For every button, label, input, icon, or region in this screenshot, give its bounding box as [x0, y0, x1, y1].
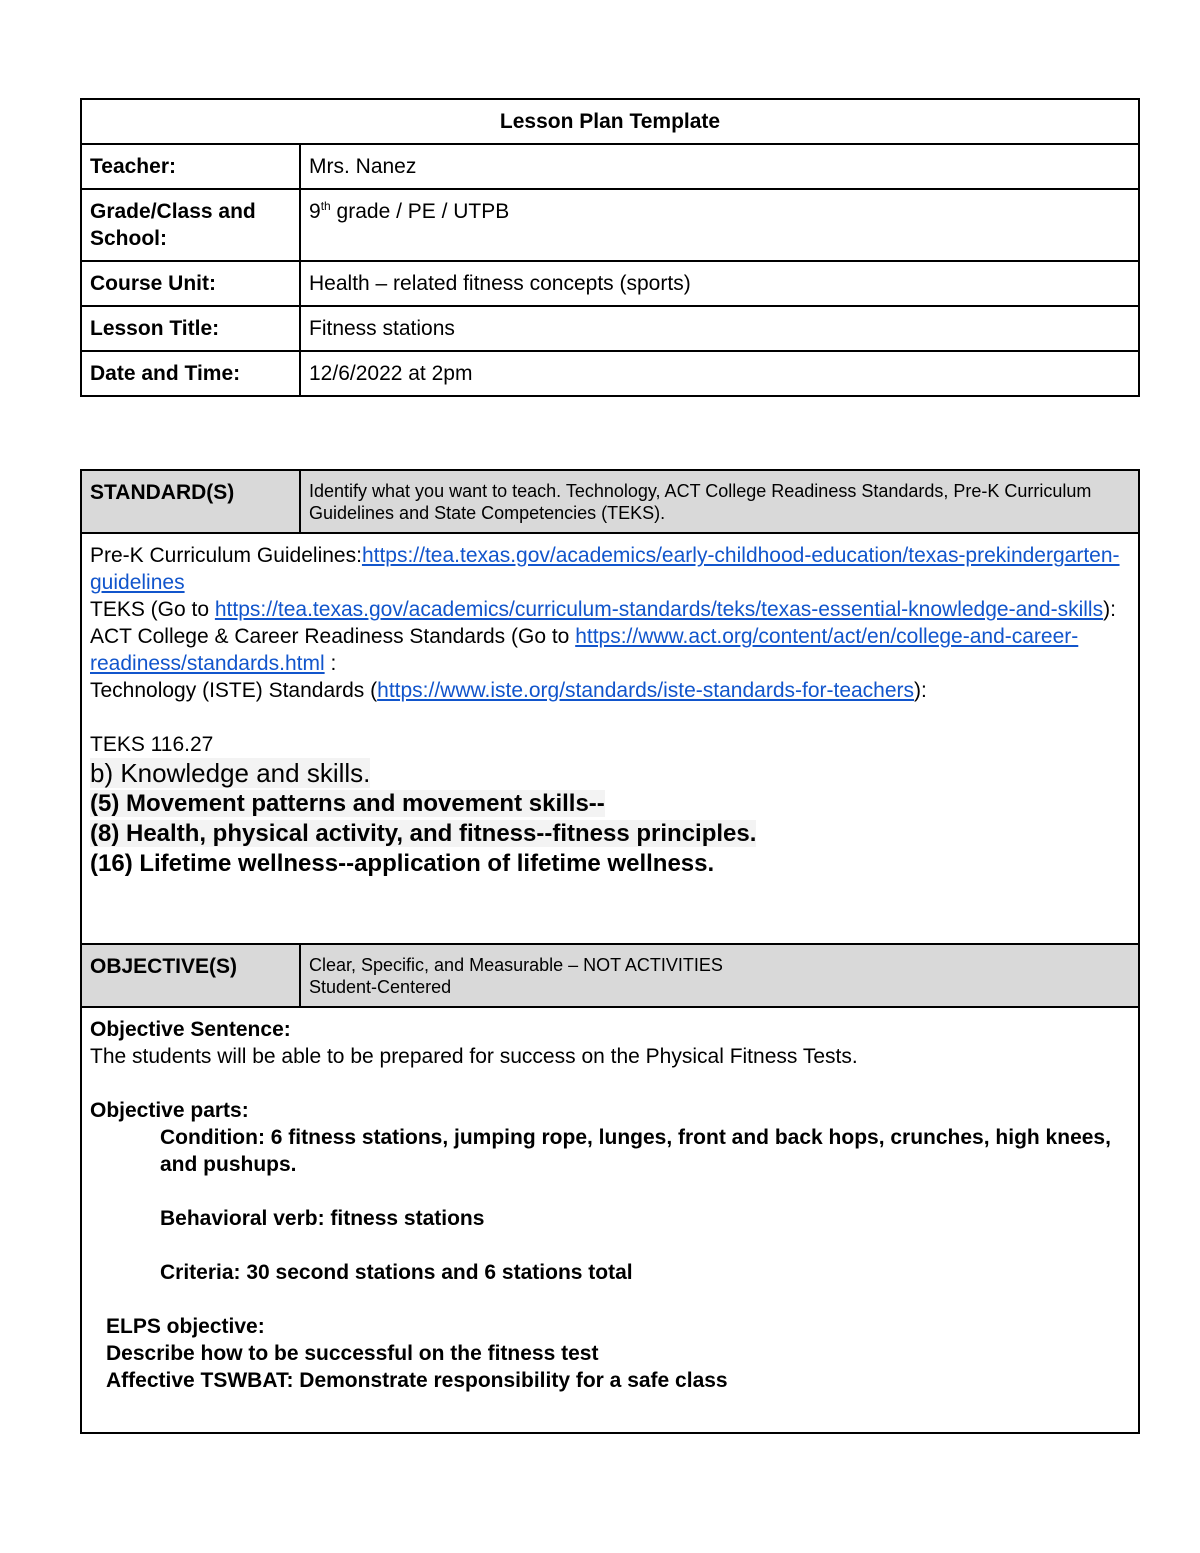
- teks-after: ):: [1103, 598, 1116, 621]
- standard-item-5: (5) Movement patterns and movement skills--: [90, 790, 605, 817]
- objective-criteria: Criteria: 30 second stations and 6 stations total: [160, 1261, 633, 1284]
- teacher-label: Teacher:: [81, 144, 300, 189]
- standards-content: [81, 533, 1139, 944]
- objective-sentence-text: The students will be able to be prepared for success on the Physical Fitness Tests.: [90, 1045, 858, 1068]
- grade-value: [300, 189, 1139, 261]
- objective-parts-label: Objective parts:: [90, 1099, 249, 1122]
- standards-header-desc: Identify what you want to teach. Technology, ACT College Readiness Standards, Pre-K Curriculum Guidelines and State Competencies (TEKS).: [300, 470, 1139, 533]
- objective-condition: Condition: 6 fitness stations, jumping rope, lunges, front and back hops, crunches, high knees, and pushups.: [160, 1126, 1111, 1176]
- teks-link[interactable]: https://tea.texas.gov/academics/curriculum-standards/teks/texas-essential-knowledge-and-skills: [214, 598, 1104, 621]
- affective-objective: Affective TSWBAT: Demonstrate responsibility for a safe class: [106, 1369, 728, 1392]
- elps-label: ELPS objective:: [106, 1315, 265, 1338]
- lesson-title-label: Lesson Title:: [81, 306, 300, 351]
- elps-text: Describe how to be successful on the fitness test: [106, 1342, 599, 1365]
- act-label: ACT College & Career Readiness Standards (Go to: [90, 625, 576, 648]
- teks-line: [90, 596, 1130, 623]
- act-after: :: [324, 652, 337, 675]
- course-unit-label: Course Unit:: [81, 261, 300, 306]
- date-time-value: 12/6/2022 at 2pm: [300, 351, 1139, 396]
- teks-number: TEKS 116.27: [90, 733, 214, 756]
- iste-label: Technology (ISTE) Standards (: [90, 679, 378, 702]
- objectives-header-label: OBJECTIVE(S): [81, 944, 300, 1007]
- teacher-value: Mrs. Nanez: [300, 144, 1139, 189]
- course-unit-value: Health – related fitness concepts (sports): [300, 261, 1139, 306]
- prek-guidelines-link[interactable]: https://tea.texas.gov/academics/early-childhood-education/texas-prekindergarten-guidelines: [90, 544, 1120, 594]
- standard-item-8: (8) Health, physical activity, and fitness--fitness principles.: [90, 820, 757, 847]
- lesson-info-table: [80, 98, 1140, 397]
- teks-label: TEKS (Go to: [90, 598, 215, 621]
- objective-behavioral-verb: Behavioral verb: fitness stations: [160, 1207, 485, 1230]
- grade-rest: grade / PE / UTPB: [330, 200, 510, 223]
- standard-item-16: (16) Lifetime wellness--application of lifetime wellness.: [90, 850, 715, 877]
- standards-header-label: STANDARD(S): [81, 470, 300, 533]
- iste-link[interactable]: https://www.iste.org/standards/iste-standards-for-teachers: [377, 679, 915, 702]
- prek-label: Pre-K Curriculum Guidelines:: [90, 544, 362, 567]
- grade-label: Grade/Class and School:: [81, 189, 300, 261]
- act-link[interactable]: https://www.act.org/content/act/en/college-and-career-readiness/standards.html: [90, 625, 1079, 675]
- knowledge-heading: b) Knowledge and skills.: [90, 758, 371, 788]
- lesson-plan-title: Lesson Plan Template: [81, 99, 1139, 144]
- prek-line: [90, 542, 1130, 596]
- standards-objectives-table: [80, 469, 1140, 1434]
- date-time-label: Date and Time:: [81, 351, 300, 396]
- iste-after: ):: [914, 679, 927, 702]
- objective-sentence-label: Objective Sentence:: [90, 1018, 291, 1041]
- grade-number: 9: [309, 200, 321, 223]
- objectives-desc-line1: Clear, Specific, and Measurable – NOT ACTIVITIES: [309, 955, 723, 975]
- objectives-desc-line2: Student-Centered: [309, 977, 452, 997]
- objectives-header-desc: [300, 944, 1139, 1007]
- act-line: [90, 623, 1130, 677]
- lesson-title-value: Fitness stations: [300, 306, 1139, 351]
- grade-suffix: th: [320, 199, 331, 213]
- iste-line: [90, 677, 1130, 704]
- objectives-content: [81, 1007, 1139, 1433]
